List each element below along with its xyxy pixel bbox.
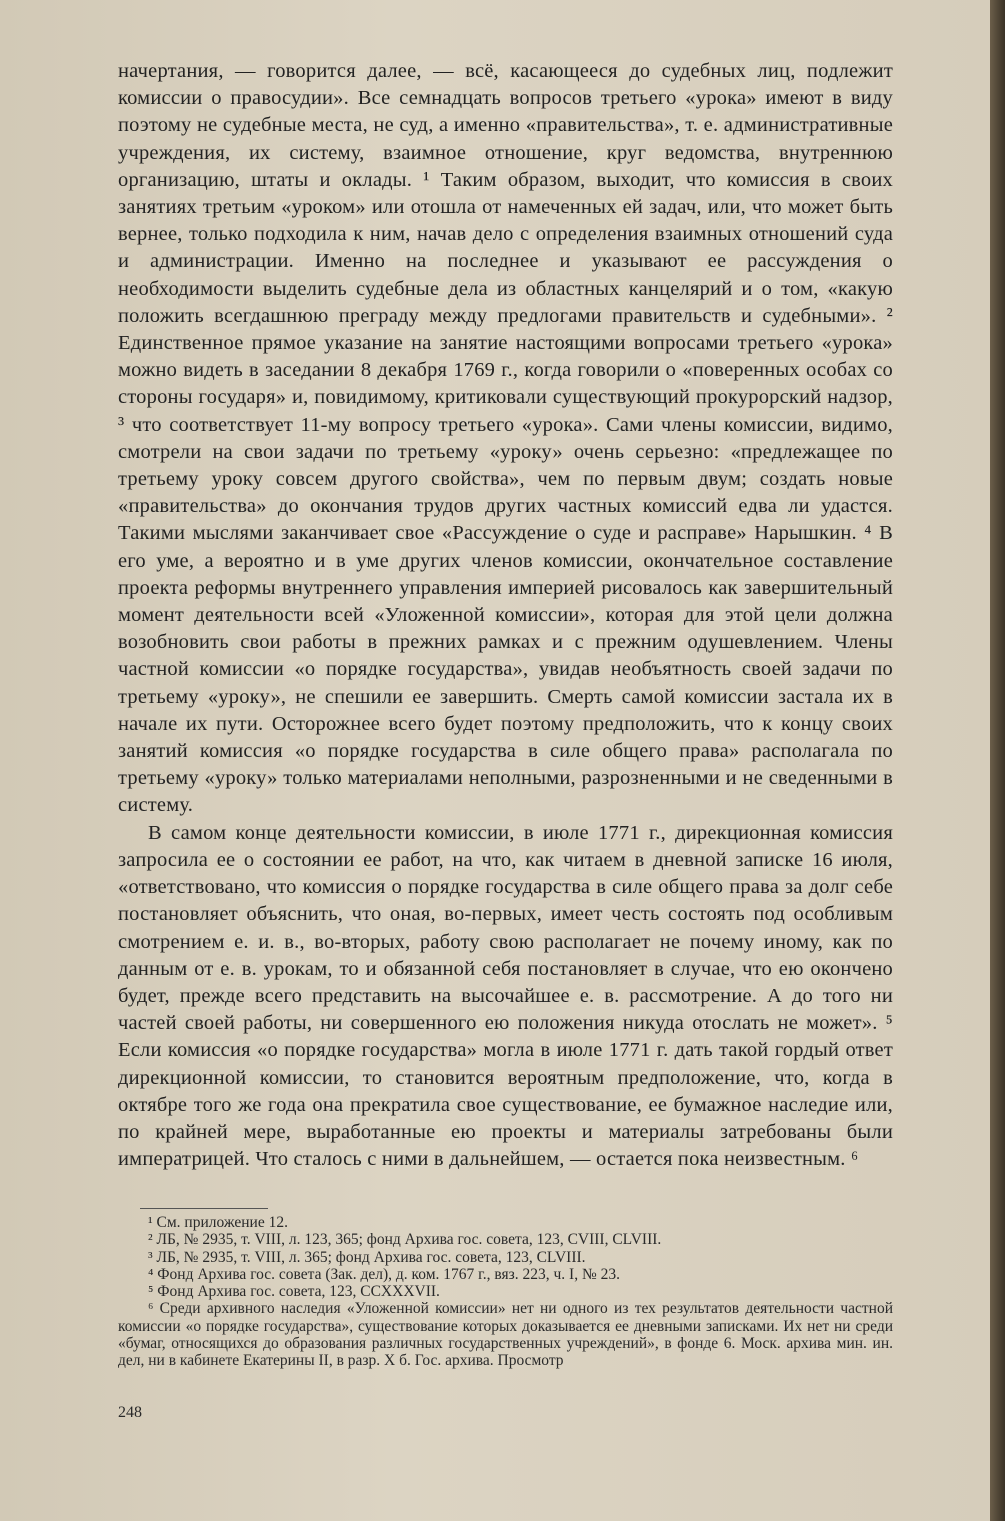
page-edge-shadow — [990, 0, 1005, 1521]
footnote-divider — [140, 1208, 268, 1209]
footnotes — [118, 1214, 893, 1370]
main-text — [118, 58, 893, 1173]
footnote-5: ⁵ Фонд Архива гос. совета, 123, CCXXXVII. — [148, 1283, 440, 1301]
footnote-4: ⁴ Фонд Архива гос. совета (Зак. дел), д. ком. 1767 г., вяз. 223, ч. I, № 23. — [148, 1265, 620, 1283]
footnote-3: ³ ЛБ, № 2935, т. VIII, л. 365; фонд Архива гос. совета, 123, CLVIII. — [148, 1248, 586, 1266]
page-number: 248 — [118, 1404, 142, 1421]
footnote-6: ⁶ Среди архивного наследия «Уложенной комиссии» нет ни одного из тех результатов деятельности частной комиссии «о порядке государства», существование которых доказывается ее дневными записками. Их нет ни среди «бумаг, относящихся до образования различных государственных учреждений», в фонде 6. Моск. архива мин. ин. дел, ни в кабинете Екатерины II, в разр. X б. Гос. архива. Просмотр — [118, 1300, 893, 1370]
paragraph-2: В самом конце деятельности комиссии, в июле 1771 г., дирекционная комиссия запросила ее о состоянии ее работ, на что, как читаем в дневной записке 16 июля, «ответствовано, что комиссия о порядке государства в силе общего права за долг себе постановляет объяснить, что оная, во-первых, имеет честь состоять под особливым смотрением е. и. в., во-вторых, работу свою располагает не почему иному, как по данным от е. в. урокам, то и обязанной себя постановляет в случае, что ею окончено будет, прежде всего представить на высочайшее е. в. рассмотрение. А до того ни частей своей работы, ни совершенного ею положения никуда отослать не может». ⁵ Если комиссия «о порядке государства» могла в июле 1771 г. дать такой гордый ответ дирекционной комиссии, то становится вероятным предположение, что, когда в октябре того же года она прекратила свое существование, ее бумажное наследие или, по крайней мере, выработанные ею проекты и материалы затребованы были императрицей. Что сталось с ними в дальнейшем, — остается пока неизвестным. ⁶ — [118, 821, 893, 1171]
footnote-1: ¹ См. приложение 12. — [148, 1214, 288, 1231]
footnote-2: ² ЛБ, № 2935, т. VIII, л. 123, 365; фонд Архива гос. совета, 123, CVIII, CLVIII. — [148, 1231, 662, 1249]
paragraph-1: начертания, — говорится далее, — всё, касающееся до судебных лиц, подлежит комиссии о правосудии». Все семнадцать вопросов третьего «урока» имеют в виду поэтому не судебные места, не суд, а именно «правительства», т. е. административные учреждения, их систему, взаимное отношение, круг ведомства, внутреннюю организацию, штаты и оклады. ¹ Таким образом, выходит, что комиссия в своих занятиях третьим «уроком» или отошла от намеченных ей задач, или, что может быть вернее, только подходила к ним, начав дело с определения взаимных отношений суда и администрации. Именно на последнее и указывают ее рассуждения о необходимости выделить судебные дела из областных канцелярий и о том, «какую положить всегдашнюю преграду между предлогами правительств и судебными». ² Единственное прямое указание на занятие настоящими вопросами третьего «урока» можно видеть в заседании 8 декабря 1769 г., когда говорили о «поверенных особах со стороны государя» и, повидимому, критиковали существующий прокурорский надзор, ³ что соответствует 11-му вопросу третьего «урока». Сами члены комиссии, видимо, смотрели на свои задачи по третьему «уроку» очень серьезно: «предлежащее по третьему уроку совсем другого свойства», чем по первым двум; создать новые «правительства» до окончания трудов других частных комиссий едва ли удастся. Такими мыслями заканчивает свое «Рассуждение о суде и расправе» Нарышкин. ⁴ В его уме, а вероятно и в уме других членов комиссии, окончательное составление проекта реформы внутреннего управления империей рисовалось как завершительный момент деятельности всей «Уложенной комиссии», которая для этой цели должна возобновить свои работы в прежних рамках и с прежним одушевлением. Члены частной комиссии «о порядке государства», увидав необъятность своей задачи по третьему «уроку», не спешили ее завершить. Смерть самой комиссии застала их в начале их пути. Осторожнее всего будет поэтому предположить, что к концу своих занятий комиссия «о порядке государства в силе общего права» располагала по третьему «уроку» только материалами неполными, разрозненными и не сведенными в систему. — [118, 60, 893, 817]
